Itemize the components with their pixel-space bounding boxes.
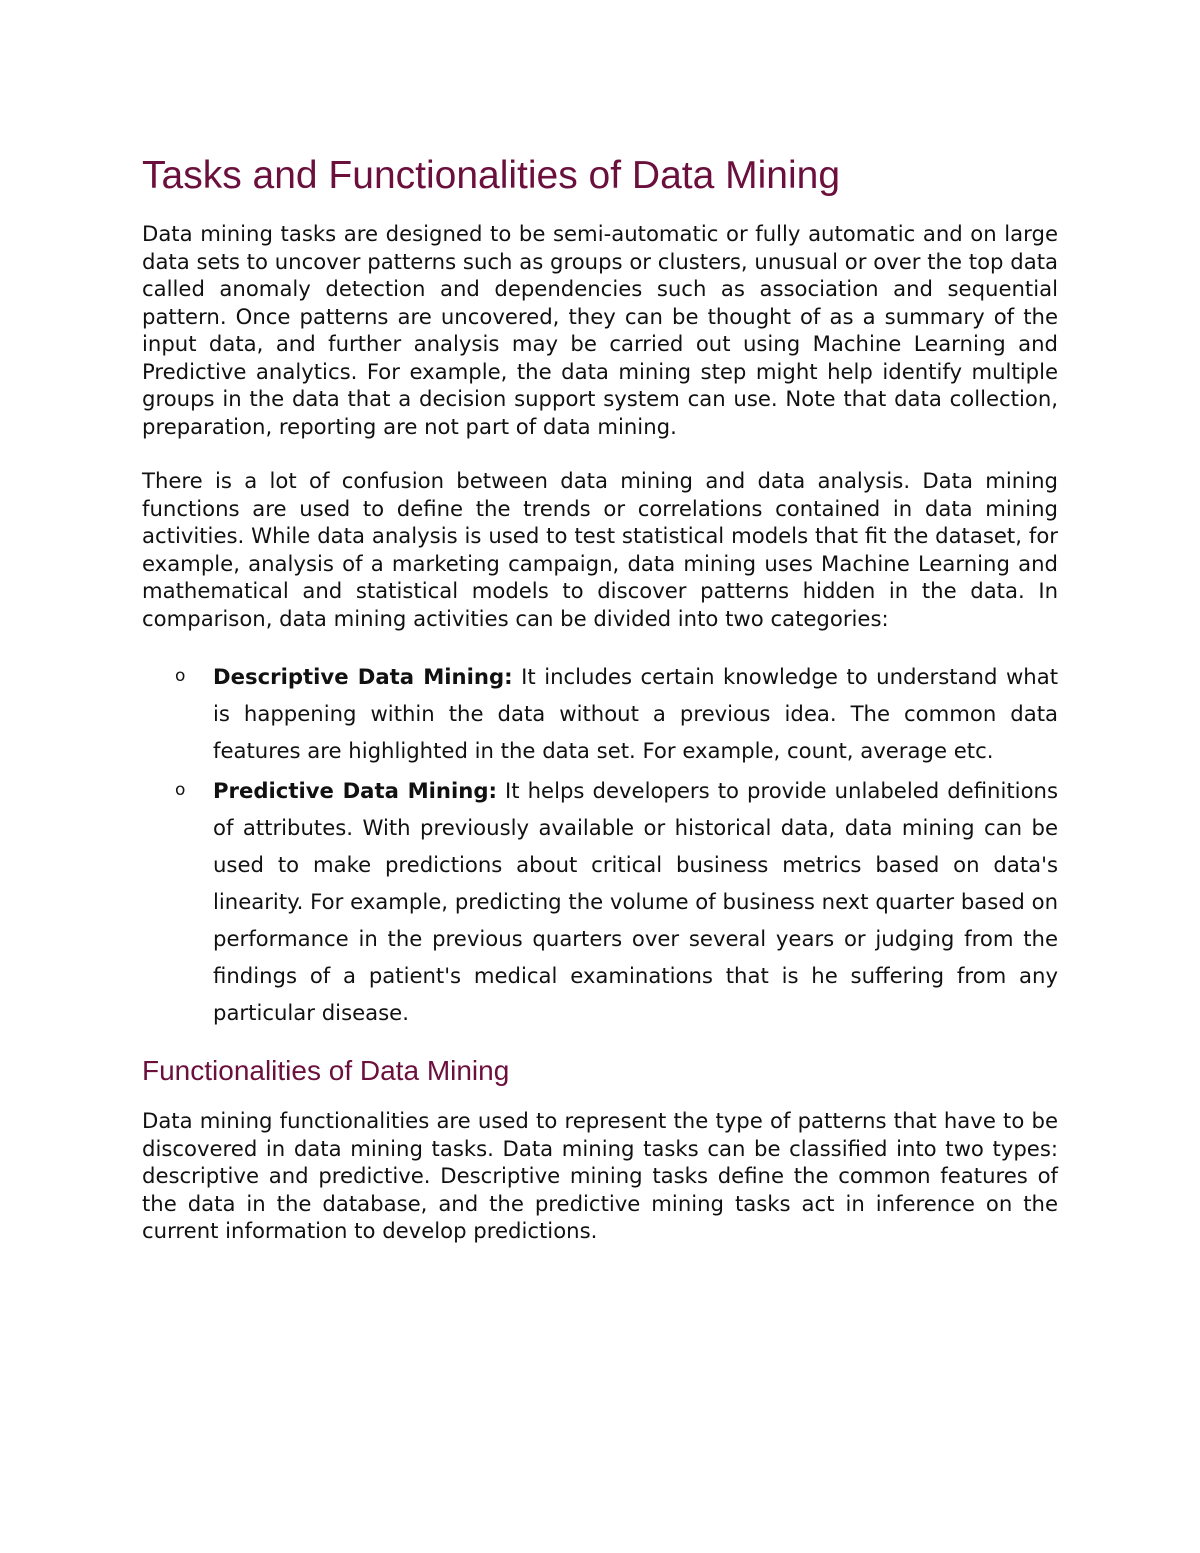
section-heading: Functionalities of Data Mining — [142, 1055, 510, 1086]
list-term: Descriptive Data Mining: — [213, 664, 513, 689]
list-text: It helps developers to provide unlabeled definitions of attributes. With previously available or historical data, data mining can be used to make predictions about critical business metrics based on data's linearity. For example, predicting the volume of business next quarter based on performance in the previous quarters over several years or judging from the findings of a patient's medical examinations that is he suffering from any particular disease. — [213, 778, 1058, 1025]
list-item-predictive — [142, 772, 1058, 1031]
bullet-circle-icon: o — [175, 780, 186, 800]
list-term: Predictive Data Mining: — [213, 778, 497, 803]
page-title: Tasks and Functionalities of Data Mining — [142, 154, 841, 197]
second-paragraph: There is a lot of confusion between data mining and data analysis. Data mining functions are used to define the trends or correlations contained in data mining activities. While data analysis is used to test statistical models that fit the dataset, for example, analysis of a marketing campaign, data mining uses Machine Learning and mathematical and statistical models to discover patterns hidden in the data. In comparison, data mining activities can be divided into two categories: — [142, 468, 1058, 631]
third-paragraph: Data mining functionalities are used to represent the type of patterns that have to be discovered in data mining tasks. Data mining tasks can be classified into two types: descriptive and predictive. Descriptive mining tasks define the common features of the data in the database, and the predictive mining tasks act in inference on the current information to develop predictions. — [142, 1108, 1058, 1243]
bullet-circle-icon: o — [175, 666, 186, 686]
document-content — [142, 150, 1058, 1245]
list-item-descriptive — [142, 658, 1058, 769]
list-text: It includes certain knowledge to understand what is happening within the data without a previous idea. The common data features are highlighted in the data set. For example, count, average etc. — [213, 664, 1058, 763]
intro-paragraph: Data mining tasks are designed to be semi-automatic or fully automatic and on large data sets to uncover patterns such as groups or clusters, unusual or over the top data called anomaly detection and dependencies such as association and sequential pattern. Once patterns are uncovered, they can be thought of as a summary of the input data, and further analysis may be carried out using Machine Learning and Predictive analytics. For example, the data mining step might help identify multiple groups in the data that a decision support system can use. Note that data collection, preparation, reporting are not part of data mining. — [142, 221, 1058, 439]
category-list — [142, 658, 1058, 1031]
